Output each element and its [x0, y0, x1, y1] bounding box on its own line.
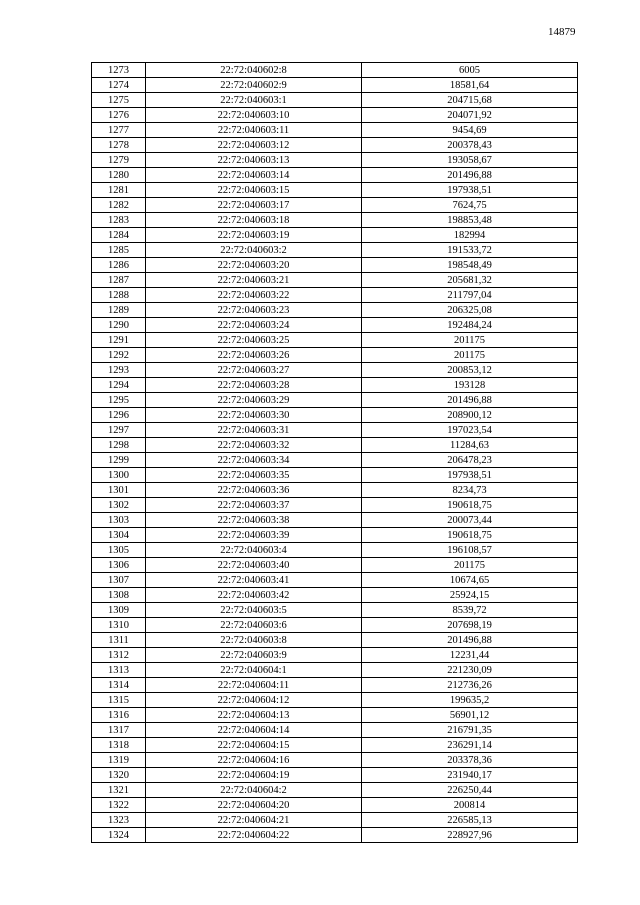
cadastral-number-cell: 22:72:040603:8: [146, 633, 362, 648]
cadastral-value-cell: 228927,96: [362, 828, 578, 843]
cadastral-number-cell: 22:72:040603:19: [146, 228, 362, 243]
cadastral-value-cell: 18581,64: [362, 78, 578, 93]
cadastral-number-cell: 22:72:040604:16: [146, 753, 362, 768]
table-row: [92, 693, 578, 708]
cadastral-number-cell: 22:72:040603:34: [146, 453, 362, 468]
cadastral-value-cell: 11284,63: [362, 438, 578, 453]
table-row: [92, 123, 578, 138]
cadastral-number-cell: 22:72:040603:13: [146, 153, 362, 168]
cadastral-value-cell: 192484,24: [362, 318, 578, 333]
cadastral-value-cell: 207698,19: [362, 618, 578, 633]
row-number-cell: 1273: [92, 63, 146, 78]
row-number-cell: 1297: [92, 423, 146, 438]
row-number-cell: 1288: [92, 288, 146, 303]
cadastral-number-cell: 22:72:040604:13: [146, 708, 362, 723]
row-number-cell: 1276: [92, 108, 146, 123]
table-row: [92, 423, 578, 438]
cadastral-value-cell: 196108,57: [362, 543, 578, 558]
table-row: [92, 93, 578, 108]
row-number-cell: 1311: [92, 633, 146, 648]
row-number-cell: 1315: [92, 693, 146, 708]
table-body: [92, 63, 578, 843]
table-row: [92, 708, 578, 723]
cadastral-number-cell: 22:72:040603:31: [146, 423, 362, 438]
cadastral-number-cell: 22:72:040602:8: [146, 63, 362, 78]
row-number-cell: 1285: [92, 243, 146, 258]
cadastral-number-cell: 22:72:040604:20: [146, 798, 362, 813]
row-number-cell: 1294: [92, 378, 146, 393]
table-row: [92, 303, 578, 318]
table-row: [92, 663, 578, 678]
cadastral-value-cell: 190618,75: [362, 528, 578, 543]
cadastral-value-cell: 182994: [362, 228, 578, 243]
cadastral-value-cell: 8539,72: [362, 603, 578, 618]
table-row: [92, 783, 578, 798]
cadastral-number-cell: 22:72:040603:25: [146, 333, 362, 348]
row-number-cell: 1312: [92, 648, 146, 663]
table-row: [92, 498, 578, 513]
row-number-cell: 1287: [92, 273, 146, 288]
row-number-cell: 1321: [92, 783, 146, 798]
table-row: [92, 723, 578, 738]
cadastral-number-cell: 22:72:040604:19: [146, 768, 362, 783]
cadastral-number-cell: 22:72:040603:35: [146, 468, 362, 483]
table-row: [92, 513, 578, 528]
table-row: [92, 198, 578, 213]
row-number-cell: 1324: [92, 828, 146, 843]
cadastral-value-cell: 203378,36: [362, 753, 578, 768]
table-row: [92, 168, 578, 183]
row-number-cell: 1280: [92, 168, 146, 183]
row-number-cell: 1322: [92, 798, 146, 813]
cadastral-number-cell: 22:72:040603:41: [146, 573, 362, 588]
cadastral-value-cell: 205681,32: [362, 273, 578, 288]
cadastral-value-cell: 204715,68: [362, 93, 578, 108]
cadastral-number-cell: 22:72:040604:21: [146, 813, 362, 828]
table-row: [92, 528, 578, 543]
table-row: [92, 678, 578, 693]
cadastral-value-cell: 198853,48: [362, 213, 578, 228]
table-row: [92, 333, 578, 348]
cadastral-number-cell: 22:72:040603:38: [146, 513, 362, 528]
cadastral-value-cell: 12231,44: [362, 648, 578, 663]
cadastral-value-cell: 190618,75: [362, 498, 578, 513]
table-row: [92, 183, 578, 198]
cadastral-value-cell: 197938,51: [362, 183, 578, 198]
table-row: [92, 363, 578, 378]
row-number-cell: 1307: [92, 573, 146, 588]
row-number-cell: 1275: [92, 93, 146, 108]
table-row: [92, 228, 578, 243]
row-number-cell: 1282: [92, 198, 146, 213]
table-row: [92, 453, 578, 468]
table-row: [92, 63, 578, 78]
row-number-cell: 1284: [92, 228, 146, 243]
table-row: [92, 813, 578, 828]
row-number-cell: 1292: [92, 348, 146, 363]
row-number-cell: 1295: [92, 393, 146, 408]
row-number-cell: 1314: [92, 678, 146, 693]
row-number-cell: 1281: [92, 183, 146, 198]
row-number-cell: 1319: [92, 753, 146, 768]
cadastral-value-cell: 8234,73: [362, 483, 578, 498]
row-number-cell: 1309: [92, 603, 146, 618]
cadastral-value-cell: 204071,92: [362, 108, 578, 123]
cadastral-value-cell: 6005: [362, 63, 578, 78]
cadastral-value-cell: 193058,67: [362, 153, 578, 168]
cadastral-number-cell: 22:72:040604:14: [146, 723, 362, 738]
row-number-cell: 1279: [92, 153, 146, 168]
cadastral-value-cell: 206478,23: [362, 453, 578, 468]
table-row: [92, 573, 578, 588]
cadastral-number-cell: 22:72:040604:11: [146, 678, 362, 693]
table-row: [92, 408, 578, 423]
cadastral-value-cell: 200814: [362, 798, 578, 813]
row-number-cell: 1277: [92, 123, 146, 138]
cadastral-value-cell: 56901,12: [362, 708, 578, 723]
row-number-cell: 1305: [92, 543, 146, 558]
cadastral-number-cell: 22:72:040604:15: [146, 738, 362, 753]
cadastral-value-cell: 199635,2: [362, 693, 578, 708]
cadastral-value-cell: 201496,88: [362, 633, 578, 648]
row-number-cell: 1289: [92, 303, 146, 318]
cadastral-value-cell: 9454,69: [362, 123, 578, 138]
row-number-cell: 1296: [92, 408, 146, 423]
table-row: [92, 648, 578, 663]
cadastral-number-cell: 22:72:040603:42: [146, 588, 362, 603]
table-row: [92, 138, 578, 153]
cadastral-value-cell: 25924,15: [362, 588, 578, 603]
table-row: [92, 768, 578, 783]
row-number-cell: 1323: [92, 813, 146, 828]
cadastral-value-cell: 208900,12: [362, 408, 578, 423]
table-row: [92, 288, 578, 303]
cadastral-value-cell: 198548,49: [362, 258, 578, 273]
row-number-cell: 1286: [92, 258, 146, 273]
cadastral-number-cell: 22:72:040603:6: [146, 618, 362, 633]
table-row: [92, 348, 578, 363]
row-number-cell: 1306: [92, 558, 146, 573]
table-row: [92, 483, 578, 498]
row-number-cell: 1291: [92, 333, 146, 348]
cadastral-value-cell: 200073,44: [362, 513, 578, 528]
cadastral-number-cell: 22:72:040603:37: [146, 498, 362, 513]
cadastral-value-cell: 7624,75: [362, 198, 578, 213]
cadastral-value-cell: 193128: [362, 378, 578, 393]
cadastral-value-cell: 221230,09: [362, 663, 578, 678]
table-row: [92, 828, 578, 843]
table-row: [92, 618, 578, 633]
table-row: [92, 468, 578, 483]
row-number-cell: 1310: [92, 618, 146, 633]
cadastral-value-cell: 201175: [362, 558, 578, 573]
cadastral-number-cell: 22:72:040603:18: [146, 213, 362, 228]
table-row: [92, 78, 578, 93]
cadastral-number-cell: 22:72:040604:1: [146, 663, 362, 678]
cadastral-number-cell: 22:72:040603:2: [146, 243, 362, 258]
cadastral-number-cell: 22:72:040603:22: [146, 288, 362, 303]
cadastral-number-cell: 22:72:040603:27: [146, 363, 362, 378]
table-row: [92, 393, 578, 408]
table-row: [92, 798, 578, 813]
cadastral-value-cell: 201496,88: [362, 393, 578, 408]
table-row: [92, 753, 578, 768]
cadastral-number-cell: 22:72:040603:20: [146, 258, 362, 273]
cadastral-value-cell: 212736,26: [362, 678, 578, 693]
cadastral-number-cell: 22:72:040604:12: [146, 693, 362, 708]
table-row: [92, 153, 578, 168]
cadastral-value-cell: 236291,14: [362, 738, 578, 753]
cadastral-value-cell: 201175: [362, 348, 578, 363]
table-row: [92, 558, 578, 573]
table-row: [92, 318, 578, 333]
cadastral-number-cell: 22:72:040603:12: [146, 138, 362, 153]
cadastral-value-table: [91, 62, 578, 843]
cadastral-number-cell: 22:72:040603:21: [146, 273, 362, 288]
row-number-cell: 1293: [92, 363, 146, 378]
table-row: [92, 603, 578, 618]
cadastral-value-cell: 191533,72: [362, 243, 578, 258]
cadastral-number-cell: 22:72:040603:36: [146, 483, 362, 498]
cadastral-number-cell: 22:72:040603:24: [146, 318, 362, 333]
cadastral-number-cell: 22:72:040602:9: [146, 78, 362, 93]
cadastral-value-cell: 201175: [362, 333, 578, 348]
cadastral-value-cell: 197938,51: [362, 468, 578, 483]
cadastral-value-cell: 206325,08: [362, 303, 578, 318]
row-number-cell: 1308: [92, 588, 146, 603]
row-number-cell: 1278: [92, 138, 146, 153]
cadastral-number-cell: 22:72:040603:11: [146, 123, 362, 138]
cadastral-value-cell: 197023,54: [362, 423, 578, 438]
row-number-cell: 1313: [92, 663, 146, 678]
page-number: 14879: [548, 26, 576, 38]
cadastral-number-cell: 22:72:040603:17: [146, 198, 362, 213]
cadastral-number-cell: 22:72:040603:4: [146, 543, 362, 558]
cadastral-number-cell: 22:72:040603:14: [146, 168, 362, 183]
row-number-cell: 1302: [92, 498, 146, 513]
cadastral-number-cell: 22:72:040603:28: [146, 378, 362, 393]
table-row: [92, 588, 578, 603]
cadastral-value-cell: 211797,04: [362, 288, 578, 303]
row-number-cell: 1304: [92, 528, 146, 543]
cadastral-number-cell: 22:72:040603:9: [146, 648, 362, 663]
row-number-cell: 1290: [92, 318, 146, 333]
row-number-cell: 1274: [92, 78, 146, 93]
table-row: [92, 738, 578, 753]
table-row: [92, 438, 578, 453]
cadastral-number-cell: 22:72:040604:2: [146, 783, 362, 798]
cadastral-value-cell: 200378,43: [362, 138, 578, 153]
row-number-cell: 1303: [92, 513, 146, 528]
table-row: [92, 543, 578, 558]
cadastral-value-cell: 201496,88: [362, 168, 578, 183]
cadastral-value-cell: 226585,13: [362, 813, 578, 828]
cadastral-number-cell: 22:72:040603:29: [146, 393, 362, 408]
cadastral-value-cell: 200853,12: [362, 363, 578, 378]
cadastral-number-cell: 22:72:040604:22: [146, 828, 362, 843]
table-row: [92, 243, 578, 258]
cadastral-value-cell: 231940,17: [362, 768, 578, 783]
cadastral-number-cell: 22:72:040603:39: [146, 528, 362, 543]
row-number-cell: 1283: [92, 213, 146, 228]
table-row: [92, 633, 578, 648]
table-row: [92, 258, 578, 273]
cadastral-number-cell: 22:72:040603:40: [146, 558, 362, 573]
cadastral-number-cell: 22:72:040603:30: [146, 408, 362, 423]
row-number-cell: 1316: [92, 708, 146, 723]
table-row: [92, 378, 578, 393]
row-number-cell: 1298: [92, 438, 146, 453]
row-number-cell: 1317: [92, 723, 146, 738]
cadastral-value-cell: 10674,65: [362, 573, 578, 588]
cadastral-number-cell: 22:72:040603:32: [146, 438, 362, 453]
table-row: [92, 213, 578, 228]
table-row: [92, 108, 578, 123]
row-number-cell: 1300: [92, 468, 146, 483]
row-number-cell: 1301: [92, 483, 146, 498]
cadastral-number-cell: 22:72:040603:23: [146, 303, 362, 318]
cadastral-number-cell: 22:72:040603:10: [146, 108, 362, 123]
row-number-cell: 1299: [92, 453, 146, 468]
cadastral-value-cell: 216791,35: [362, 723, 578, 738]
row-number-cell: 1318: [92, 738, 146, 753]
cadastral-number-cell: 22:72:040603:5: [146, 603, 362, 618]
table-row: [92, 273, 578, 288]
cadastral-value-cell: 226250,44: [362, 783, 578, 798]
cadastral-number-cell: 22:72:040603:15: [146, 183, 362, 198]
row-number-cell: 1320: [92, 768, 146, 783]
cadastral-number-cell: 22:72:040603:26: [146, 348, 362, 363]
cadastral-number-cell: 22:72:040603:1: [146, 93, 362, 108]
